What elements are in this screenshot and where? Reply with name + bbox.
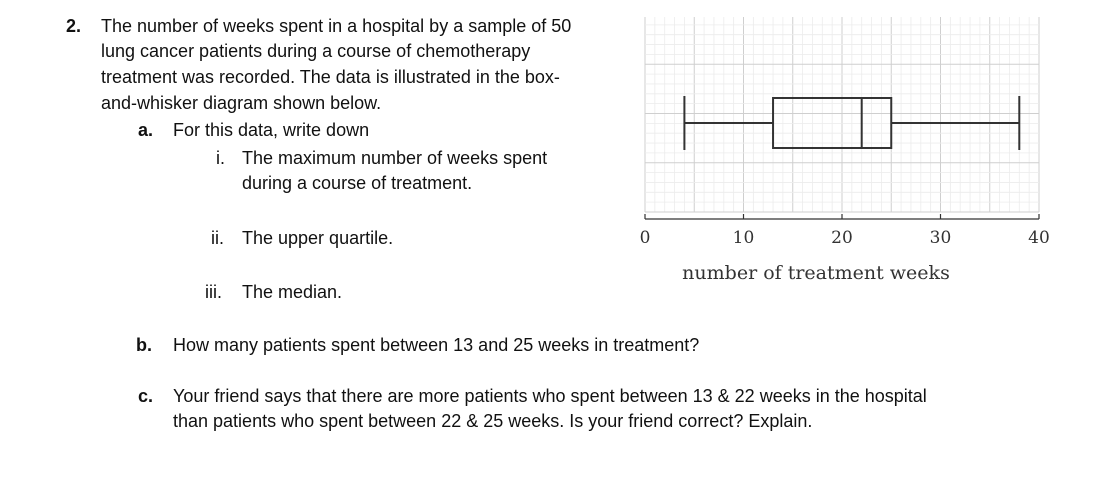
part-a-ii-line: The upper quartile.: [242, 228, 394, 248]
part-a-i-label: i.: [216, 148, 225, 168]
part-a-label: a.: [138, 120, 154, 140]
question-stem-line: lung cancer patients during a course of chemotherapy: [101, 41, 531, 61]
part-a-iii-label: iii.: [205, 282, 222, 302]
part-a-ii-label: ii.: [211, 228, 224, 248]
x-tick-label: 20: [831, 228, 853, 248]
x-tick-label: 40: [1028, 228, 1050, 248]
question-number: 2.: [66, 16, 82, 36]
box-plot-chart: [625, 10, 1065, 290]
part-a-iii-line: The median.: [242, 282, 343, 302]
x-tick-label: 0: [639, 228, 651, 248]
question-stem-line: and-whisker diagram shown below.: [101, 93, 382, 113]
x-tick-label: 30: [929, 228, 952, 248]
part-a-i-line: The maximum number of weeks spent: [242, 148, 548, 168]
x-tick-label: 10: [732, 228, 755, 248]
x-axis: [640, 214, 1050, 248]
question-stem-line: treatment was recorded. The data is illustrated in the box-: [101, 67, 560, 87]
part-c-label: c.: [138, 386, 154, 406]
x-axis-label: number of treatment weeks: [682, 262, 950, 284]
part-b-label: b.: [136, 335, 152, 355]
part-a-text: For this data, write down: [173, 120, 370, 140]
question-stem-line: The number of weeks spent in a hospital by a sample of 50: [101, 16, 572, 36]
part-c-line: Your friend says that there are more patients who spent between 13 & 22 weeks in the hospital: [173, 386, 927, 406]
part-c-line: than patients who spent between 22 & 25 weeks. Is your friend correct? Explain.: [173, 411, 813, 431]
part-b-text: How many patients spent between 13 and 25 weeks in treatment?: [173, 335, 700, 355]
chart-grid: [645, 17, 1039, 212]
part-a-i-line: during a course of treatment.: [242, 173, 473, 193]
